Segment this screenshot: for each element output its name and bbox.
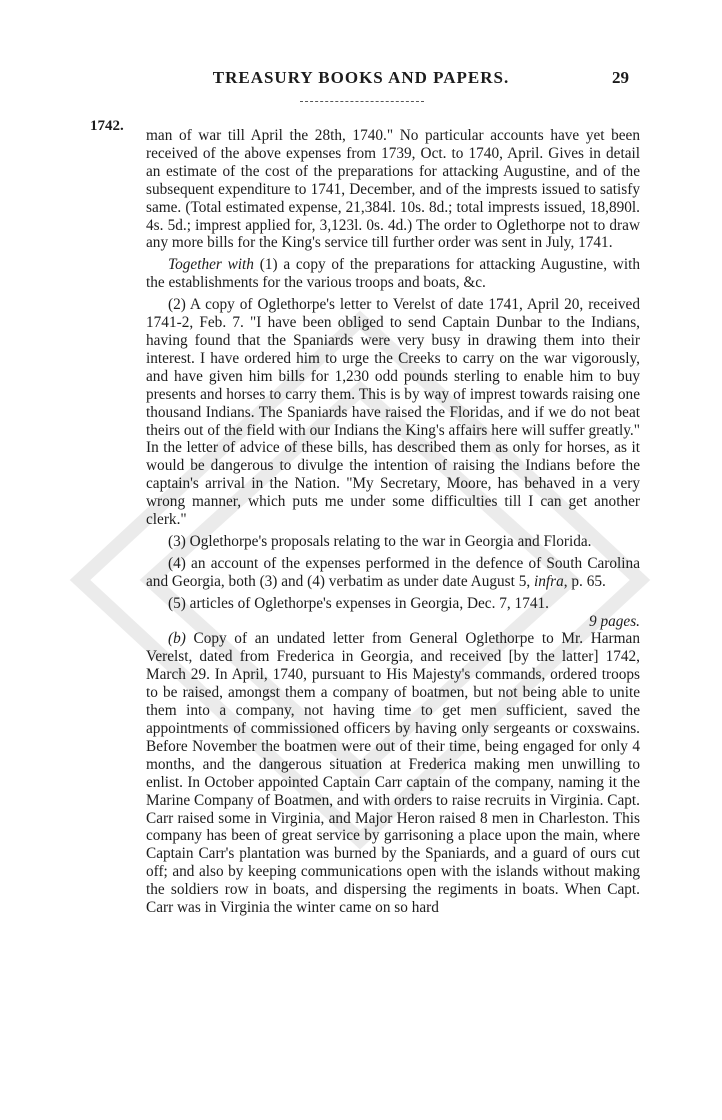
page-number: 29 [612, 68, 629, 87]
paragraph-7 [146, 630, 640, 917]
paragraph-text: (1) a copy of the preparations for attacking Augustine, with the establishments for the various troops and boats, &c. [146, 256, 640, 292]
body-text [146, 127, 640, 921]
paragraph-text: man of war till April the 28th, 1740." No particular accounts have yet been received of the above expenses from 1739, Oct. to 1740, April. Gives in detail an estimate of the cost of the preparations for attacking Augustine, and of the subsequent expenditure to 1741, December, and of the imprests issued to satisfy same. (Total estimated expense, 21,384l. 10s. 8d.; total imprests issued, 18,890l. 4s. 5d.; imprest applied for, 3,123l. 0s. 4d.) The order to Oglethorpe not to draw any more bills for the King's service till further order was sent in July, 1741. [146, 127, 640, 252]
paragraph-text: (4) an account of the expenses performed in the defence of South Carolina and Georgia, both (3) and (4) verbatim as under date August 5, [146, 554, 640, 590]
infra-reference: infra [534, 572, 564, 590]
paragraph-3 [146, 296, 640, 529]
paragraph-5 [146, 555, 640, 591]
paragraph-4 [146, 533, 640, 551]
pages-count-note: 9 pages. [589, 612, 640, 630]
header-rule [300, 101, 424, 102]
paragraph-text: (5) articles of Oglethorpe's expenses in Georgia, Dec. 7, 1741. [168, 594, 549, 612]
paragraph-text: (2) A copy of Oglethorpe's letter to Verelst of date 1741, April 20, received 1741-2, Feb. 7. "I have been obliged to send Captain Dunbar to the Indians, having found that the Spaniards were very busy in drawing them into their interest. I have ordered him to urge the Creeks to carry on the war vigorously, and have given him bills for 1,230 odd pounds sterling to enable him to buy presents and horses to carry them. This is by way of imprest towards raising one thousand Indians. The Spaniards have raised the Floridas, and if we do not beat theirs out of the field with our Indians the King's affairs here will suffer greatly." In the letter of advice of these bills, has described them as only for horses, as it would be dangerous to divulge the intention of raising the Indians before the captain's arrival in the Nation. "My Secretary, Moore, has behaved in a very wrong manner, which puts me under some difficulties till I can get another clerk." [146, 296, 640, 529]
year-margin-label: 1742. [90, 118, 124, 134]
paragraph-1 [146, 127, 640, 252]
paragraph-tail: , p. 65. [563, 572, 606, 590]
paragraph-6 [146, 595, 640, 613]
paragraph-text: (3) Oglethorpe's proposals relating to the war in Georgia and Florida. [168, 532, 592, 550]
running-header-title: TREASURY BOOKS AND PAPERS. [212, 68, 510, 87]
item-b-lead: (b) [168, 630, 186, 648]
paragraph-text: Copy of an undated letter from General Oglethorpe to Mr. Harman Verelst, dated from Frederica in Georgia, and received [by the latter] 1742, March 29. In April, 1740, pursuant to His Majesty's commands, ordered troops to be raised, amongst them a company of boatmen, but not being able to unite them into a company, not having time to get men sufficient, saved the appointments of commissioned officers by having only sergeants or coxswains. Before November the boatmen were out of their time, being engaged for only 4 months, and the dangerous situation at Frederica making men unwilling to enlist. In October appointed Captain Carr captain of the company, naming it the Marine Company of Boatmen, and with orders to raise recruits in Virginia. Capt. Carr raised some in Virginia, and Major Heron raised 8 men in Charleston. This company has been of great service by garrisoning a place upon the main, where Captain Carr's plantation was burned by the Spaniards, and a guard of ours cut off; and also by keeping communications open with the islands without making the soldiers row in boats, and dispersing the regiments in boats. When Capt. Carr was in Virginia the winter came on so hard [146, 630, 640, 917]
together-with-lead: Together with [168, 256, 254, 274]
paragraph-2 [146, 256, 640, 292]
